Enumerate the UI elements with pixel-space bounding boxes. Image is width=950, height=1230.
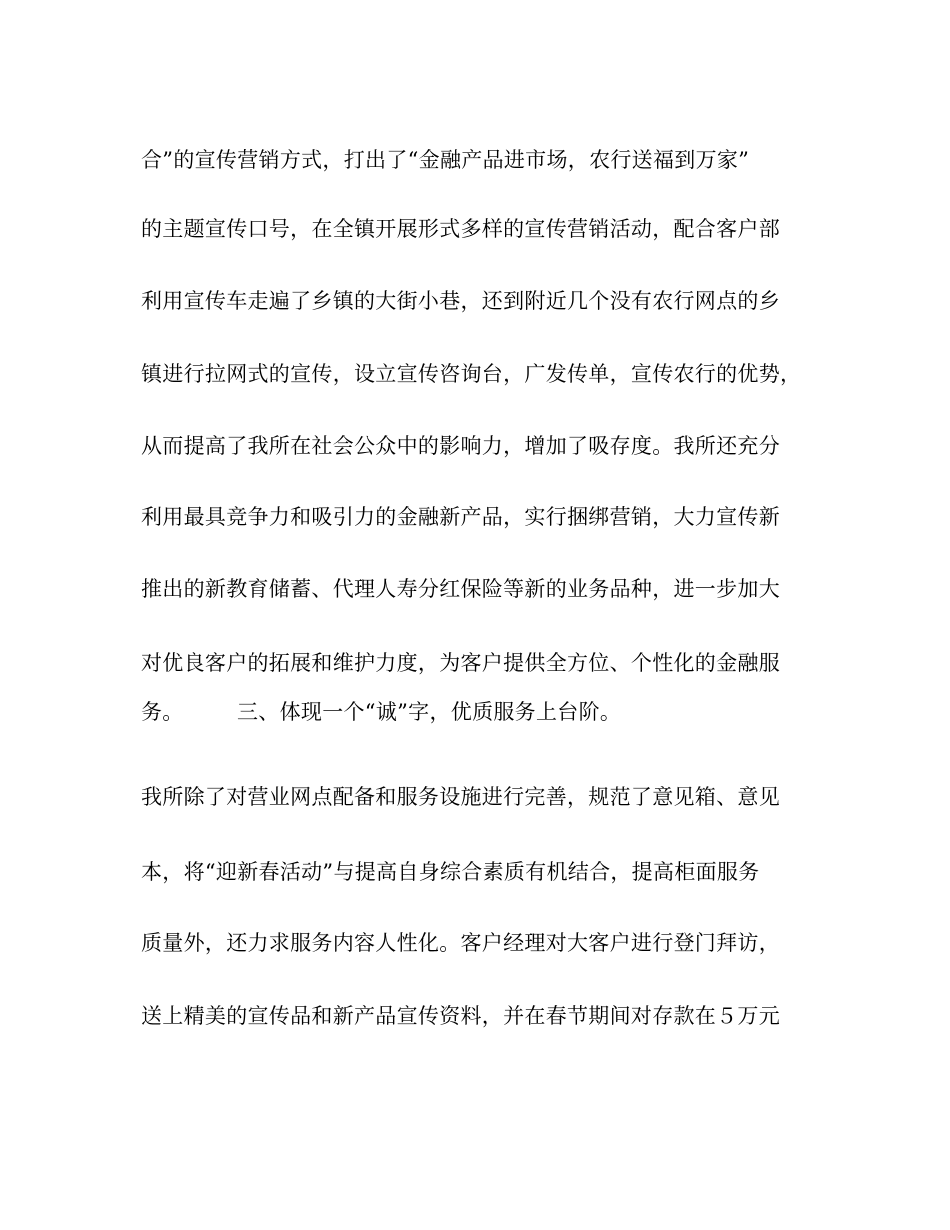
paragraph-line: 送上精美的宣传品和新产品宣传资料，并在春节期间对存款在５万元	[141, 1004, 780, 1028]
paragraph-line: 务。 三、体现一个“诚”字，优质服务上台阶。	[141, 700, 622, 724]
paragraph-line: 合”的宣传营销方式，打出了“金融产品进市场，农行送福到万家”	[141, 148, 750, 172]
paragraph-line: 从而提高了我所在社会公众中的影响力，增加了吸存度。我所还充分	[141, 434, 780, 458]
paragraph-line: 对优良客户的拓展和维护力度，为客户提供全方位、个性化的金融服	[141, 651, 780, 675]
paragraph-line: 利用最具竞争力和吸引力的金融新产品，实行捆绑营销，大力宣传新	[141, 505, 780, 529]
paragraph-line: 的主题宣传口号，在全镇开展形式多样的宣传营销活动，配合客户部	[141, 217, 780, 241]
paragraph-line: 质量外，还力求服务内容人性化。客户经理对大客户进行登门拜访，	[141, 931, 780, 955]
paragraph-line: 本，将“迎新春活动”与提高自身综合素质有机结合，提高柜面服务	[141, 860, 760, 884]
paragraph-line: 镇进行拉网式的宣传，设立宣传咨询台，广发传单，宣传农行的优势，	[141, 362, 802, 386]
paragraph-line: 我所除了对营业网点配备和服务设施进行完善，规范了意见箱、意见	[141, 785, 780, 809]
paragraph-line: 利用宣传车走遍了乡镇的大街小巷，还到附近几个没有农行网点的乡	[141, 289, 780, 313]
paragraph-line: 推出的新教育储蓄、代理人寿分红保险等新的业务品种，进一步加大	[141, 577, 780, 601]
